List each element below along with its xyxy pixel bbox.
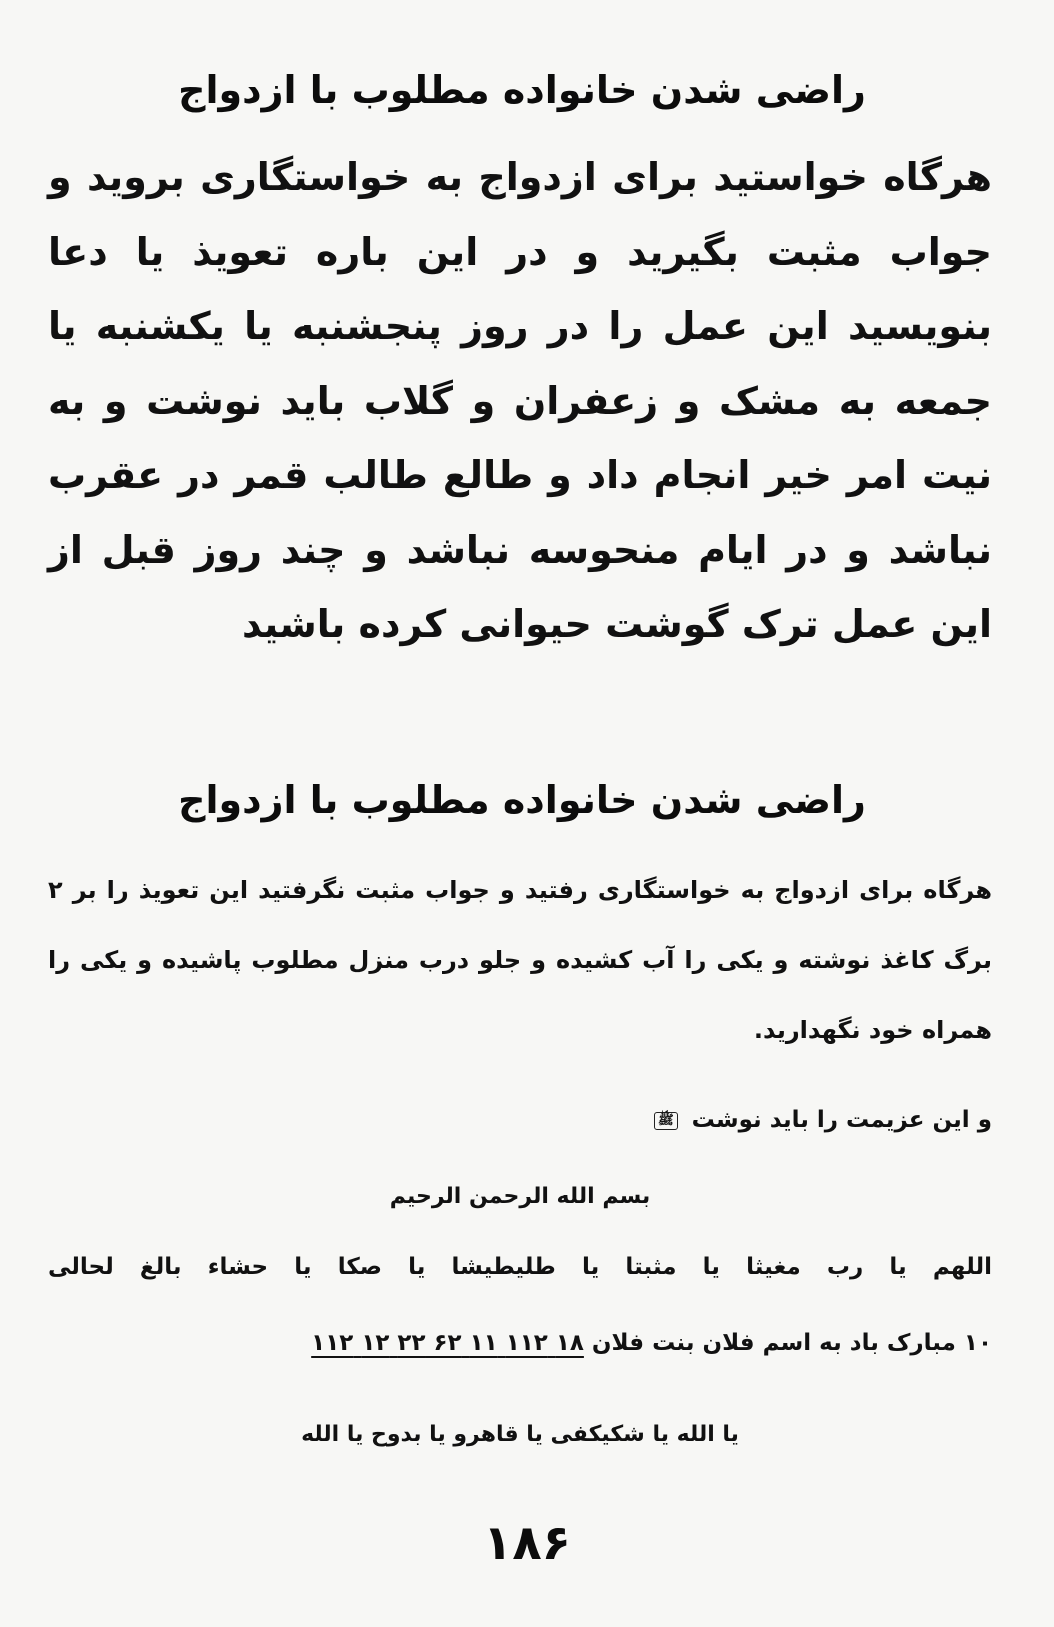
- section-1-heading: راضی شدن خانواده مطلوب با ازدواج: [178, 68, 866, 112]
- section-1-paragraph: هرگاه خواستید برای ازدواج به خواستگاری بروید و جواب مثبت بگیرید و در این باره تعویذ یا دعا بنویسید این عمل را در روز پنجشنبه یا یکشنبه یا جمعه به مشک و زعفران و گلاب باید نوشت و به نیت امر خیر انجام داد و طالع طالب قمر در عقرب نباشد و در ایام منحوسه نباشد و چند روز قبل از این عمل ترک گوشت حیوانی کرده باشید: [48, 155, 992, 646]
- intro-line: [48, 1100, 992, 1140]
- prayer-line-2: [40, 1323, 992, 1363]
- intro-text: و این عزیمت را باید نوشت: [691, 1107, 992, 1133]
- prayer-line-1: اللهم یا رب مغیثا یا مثبتا یا طلیطیشا یا صکا یا حشاء بالغ لحالی: [48, 1254, 992, 1280]
- prayer-line-2-text: ۱۰ مبارک باد به اسم فلان بنت فلان: [591, 1330, 992, 1356]
- section-2-heading: راضی شدن خانواده مطلوب با ازدواج: [178, 778, 866, 822]
- page-number: ۱۸۶: [483, 1515, 571, 1571]
- prayer-numbers: ۱۸ ۱۱۲ ۱۱ ۶۲ ۲۲ ۱۲ ۱۱۲: [311, 1330, 584, 1356]
- prayer-line-3: یا الله یا شکیکفی یا قاهرو یا بدوح یا الله: [301, 1422, 739, 1447]
- section-2-paragraph: هرگاه برای ازدواج به خواستگاری رفتید و جواب مثبت نگرفتید این تعویذ را بر ۲ برگ کاغذ نوشته و یکی را آب کشیده و جلو درب منزل مطلوب پاشیده و یکی را همراه خود نگهدارید.: [48, 876, 992, 1044]
- basmala: بسم الله الرحمن الرحیم: [389, 1184, 651, 1209]
- seal-icon: ﷺ: [654, 1112, 678, 1130]
